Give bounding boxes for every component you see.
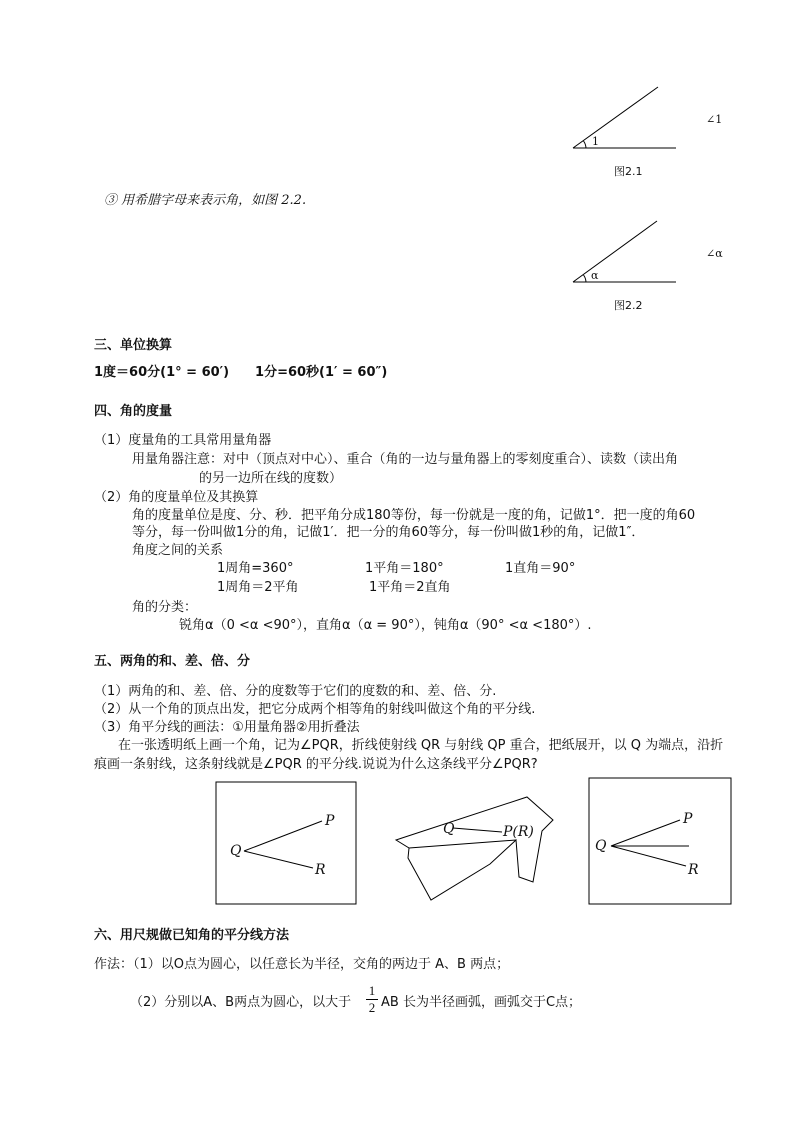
fig22-vertex-label: α <box>591 269 599 282</box>
figC-ray-qp <box>611 820 680 846</box>
sec4-p2-line1: 角的度量单位是度、分、秒．把平角分成180等份，每一份就是一度的角，记做1°．把一度的角60 <box>132 508 696 523</box>
sec6-step2-post: AB 长为半径画弧，画弧交于C点； <box>381 995 582 1010</box>
figB-label-q: Q <box>443 821 455 837</box>
figC-label-p: P <box>683 811 693 827</box>
figB-label-pr: P(R) <box>503 824 534 840</box>
sec6-step2-pre: （2）分别以A、B两点为圆心，以大于 <box>130 995 352 1010</box>
sec4-p1-line1: 用量角器注意：对中（顶点对中心）、重合（角的一边与量角器上的零刻度重合）、读数（读出角 <box>132 452 679 467</box>
fig21-caption: 图2.1 <box>614 165 643 178</box>
figA-label-p: P <box>325 813 335 829</box>
figC-ray-qr <box>611 846 686 866</box>
sec4-p2-line2: 等分，每一份叫做1分的角，记做1′．把一分的角60等分，每一份叫做1秒的角，记做1″． <box>132 525 645 540</box>
item3-text: ③ 用希腊字母来表示角，如图 2.2. <box>104 193 307 208</box>
sec5-heading: 五、两角的和、差、倍、分 <box>94 654 251 669</box>
sec4-p2-title: （2）角的度量单位及其换算 <box>94 490 259 505</box>
sec6-heading: 六、用尺规做已知角的平分线方法 <box>94 928 290 943</box>
sec4-rel1a: 1周角=360° <box>217 561 294 576</box>
figC-label-q: Q <box>595 838 607 854</box>
sec6-step1: 作法：（1）以O点为圆心，以任意长为半径，交角的两边于 A、B 两点； <box>94 957 510 972</box>
figB-paper <box>396 797 553 900</box>
figC-label-r: R <box>688 862 699 878</box>
figA-ray-qr <box>244 851 313 868</box>
sec4-heading: 四、角的度量 <box>94 404 173 419</box>
figA-label-q: Q <box>230 843 242 859</box>
figB-fold-line <box>409 840 516 848</box>
sec4-p1-line2: 的另一边所在线的度数） <box>199 471 343 486</box>
fig21-side-label: ∠1 <box>706 113 723 126</box>
sec5-p1: （1）两角的和、差、倍、分的度数等于它们的度数的和、差、倍、分. <box>94 684 497 699</box>
sec6-frac-den: 2 <box>368 1000 376 1015</box>
sec3-unit-line: 1度＝60分(1° = 60′) 1分=60秒(1′ = 60″) <box>94 365 388 380</box>
sec3-heading: 三、单位换算 <box>94 338 173 353</box>
sec4-relation-title: 角度之间的关系 <box>132 543 224 558</box>
figA-label-r: R <box>315 862 326 878</box>
sec4-class-line: 锐角α（0 <α <90°），直角α（α = 90°），钝角α（90° <α <180°）. <box>179 618 592 633</box>
sec4-rel2b: 1平角＝2直角 <box>369 580 451 595</box>
sec5-p2: （2）从一个角的顶点出发，把它分成两个相等角的射线叫做这个角的平分线. <box>94 702 536 717</box>
figA-ray-qp <box>244 821 322 851</box>
fig21-vertex-label: 1 <box>592 135 599 148</box>
sec6-frac-num: 1 <box>368 983 376 998</box>
sec4-p1-title: （1）度量角的工具常用量角器 <box>94 433 272 448</box>
fig22-side-label: ∠α <box>706 247 723 260</box>
figC-frame <box>589 778 731 904</box>
sec5-p3: （3）角平分线的画法：①用量角器②用折叠法 <box>94 720 360 735</box>
sec4-class-title: 角的分类： <box>132 600 198 615</box>
sec4-rel2a: 1周角＝2平角 <box>217 580 299 595</box>
sec5-p4-line2: 痕画一条射线，这条射线就是∠PQR 的平分线.说说为什么这条线平分∠PQR? <box>94 757 538 772</box>
sec6-fraction <box>366 984 378 1015</box>
sec4-rel1c: 1直角＝90° <box>505 561 576 576</box>
sec4-rel1b: 1平角＝180° <box>365 561 444 576</box>
figB-ray <box>453 828 502 832</box>
sec5-p4-line1: 在一张透明纸上画一个角，记为∠PQR，折线使射线 QR 与射线 QP 重合，把纸展开，以 Q 为端点，沿折 <box>118 738 724 753</box>
fig22-caption: 图2.2 <box>614 299 643 312</box>
